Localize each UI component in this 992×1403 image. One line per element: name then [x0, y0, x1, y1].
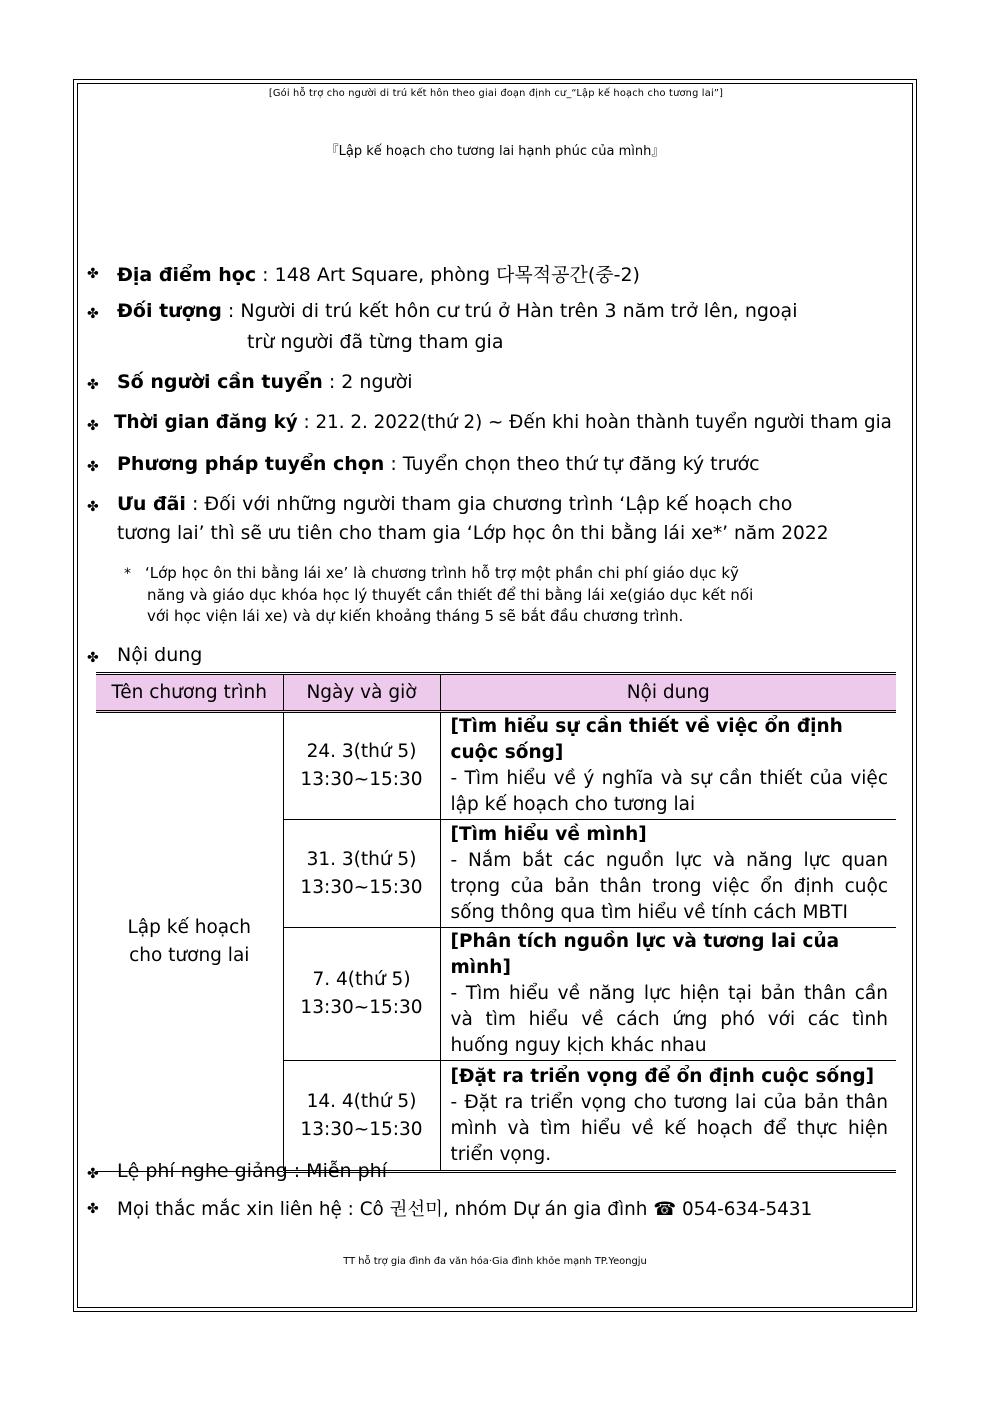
- date-cell: [283, 712, 440, 820]
- session-title: [Đặt ra triển vọng để ổn định cuộc sống]: [450, 1065, 875, 1087]
- session-time: 13:30~15:30: [300, 769, 423, 790]
- session-description: - Tìm hiểu về năng lực hiện tại bản thân cần và tìm hiểu về cách ứng phó với các tình huống nguy kịch khác nhau: [450, 983, 888, 1056]
- session-description: - Tìm hiểu về ý nghĩa và sự cần thiết của việc lập kế hoạch cho tương lai: [450, 768, 888, 815]
- schedule-table: [96, 672, 896, 1173]
- bullet-icon: ✤: [87, 459, 99, 475]
- organization-footer: TT hỗ trợ gia đình đa văn hóa·Gia đình khỏe mạnh TP.Yeongju: [343, 1256, 647, 1267]
- bullet-icon: ✤: [87, 377, 99, 393]
- bullet-icon: ✤: [87, 650, 99, 666]
- location-line: [117, 260, 640, 287]
- date-cell: [283, 928, 440, 1061]
- target-value: : Người di trú kết hôn cư trú ở Hàn trên 3 năm trở lên, ngoại: [221, 300, 798, 322]
- program-name-line-1: Lập kế hoạch: [127, 917, 252, 938]
- program-name-line-2: cho tương lai: [129, 945, 250, 966]
- registration-value: : 21. 2. 2022(thứ 2) ~ Đến khi hoàn thành tuyển người tham gia: [297, 412, 892, 433]
- session-time: 13:30~15:30: [300, 997, 423, 1018]
- fee-line: Lệ phí nghe giảng : Miễn phí: [117, 1160, 387, 1182]
- date-cell: [283, 820, 440, 928]
- session-date: 31. 3(thứ 5): [306, 848, 417, 870]
- session-date: 24. 3(thứ 5): [306, 741, 417, 762]
- header-date: Ngày và giờ: [283, 674, 440, 712]
- note-line-3: với học viện lái xe) và dự kiến khoảng tháng 5 sẽ bắt đầu chương trình.: [147, 607, 684, 625]
- note-line-2: năng và giáo dục khóa học lý thuyết cần thiết để thi bằng lái xe(giáo dục kết nối: [147, 586, 754, 604]
- target-line-2: trừ người đã từng tham gia: [247, 331, 504, 353]
- quota-label: Số người cần tuyển: [117, 371, 323, 393]
- registration-label: Thời gian đăng ký: [114, 412, 298, 433]
- page-title: 『Lập kế hoạch cho tương lai hạnh phúc của mình』: [325, 144, 665, 159]
- package-line: [Gói hỗ trợ cho người di trú kết hôn theo giai đoạn định cư_“Lập kế hoạch cho tương lai”]: [268, 88, 724, 99]
- location-label: Địa điểm học: [117, 264, 257, 286]
- session-date: 7. 4(thứ 5): [312, 969, 411, 990]
- session-title: [Tìm hiểu về mình]: [450, 823, 647, 845]
- header-content: Nội dung: [440, 674, 896, 712]
- bullet-icon: ✤: [87, 1201, 99, 1217]
- session-title: [Tìm hiểu sự cần thiết về việc ổn định cuộc sống]: [450, 716, 843, 763]
- quota-line: [117, 371, 412, 393]
- note-line-1: ‘Lớp học ôn thi bằng lái xe’ là chương trình hỗ trợ một phần chi phí giáo dục kỹ: [145, 564, 739, 582]
- benefit-line: [117, 493, 792, 515]
- content-cell: [440, 1061, 896, 1172]
- content-cell: [440, 712, 896, 820]
- session-title: [Phân tích nguồn lực và tương lai của mình]: [450, 931, 840, 978]
- method-value: : Tuyển chọn theo thứ tự đăng ký trước: [384, 453, 760, 475]
- content-heading: Nội dung: [117, 644, 203, 666]
- registration-line: [114, 412, 892, 433]
- date-cell: [283, 1061, 440, 1172]
- bullet-icon: ✤: [87, 266, 99, 282]
- quota-value: : 2 người: [322, 371, 413, 393]
- note-star: *: [124, 566, 131, 582]
- bullet-icon: ✤: [87, 499, 99, 515]
- header-program: Tên chương trình: [96, 674, 283, 712]
- session-date: 14. 4(thứ 5): [306, 1090, 417, 1112]
- session-time: 13:30~15:30: [300, 1118, 423, 1140]
- session-description: - Đặt ra triển vọng cho tương lai của bản thân mình và tìm hiểu về kế hoạch để thực hiện triển vọng.: [450, 1091, 888, 1165]
- benefit-label: Ưu đãi: [117, 493, 186, 515]
- content-cell: [440, 928, 896, 1061]
- bullet-icon: ✤: [87, 1166, 99, 1182]
- session-description: - Nắm bắt các nguồn lực và năng lực quan trọng của bản thân trong việc ổn định cuộc sống thông qua tìm hiểu về tính cách MBTI: [450, 849, 888, 923]
- program-name-cell: [96, 712, 283, 1172]
- content-cell: [440, 820, 896, 928]
- table-header-row: [96, 674, 896, 712]
- target-label: Đối tượng: [117, 300, 222, 322]
- contact-line: Mọi thắc mắc xin liên hệ : Cô 권선미, nhóm Dự án gia đình ☎ 054-634-5431: [117, 1199, 813, 1220]
- target-line: [117, 300, 797, 322]
- method-line: [117, 453, 760, 475]
- method-label: Phương pháp tuyển chọn: [117, 453, 385, 475]
- bullet-icon: ✤: [87, 418, 99, 434]
- table-row: [96, 712, 896, 820]
- bullet-icon: ✤: [87, 306, 99, 322]
- benefit-value: : Đối với những người tham gia chương trình ‘Lập kế hoạch cho: [185, 493, 793, 515]
- session-time: 13:30~15:30: [300, 876, 423, 898]
- location-value: : 148 Art Square, phòng 다목적공간(중-2): [256, 264, 640, 286]
- benefit-line-2: tương lai’ thì sẽ ưu tiên cho tham gia ‘Lớp học ôn thi bằng lái xe*’ năm 2022: [117, 523, 829, 544]
